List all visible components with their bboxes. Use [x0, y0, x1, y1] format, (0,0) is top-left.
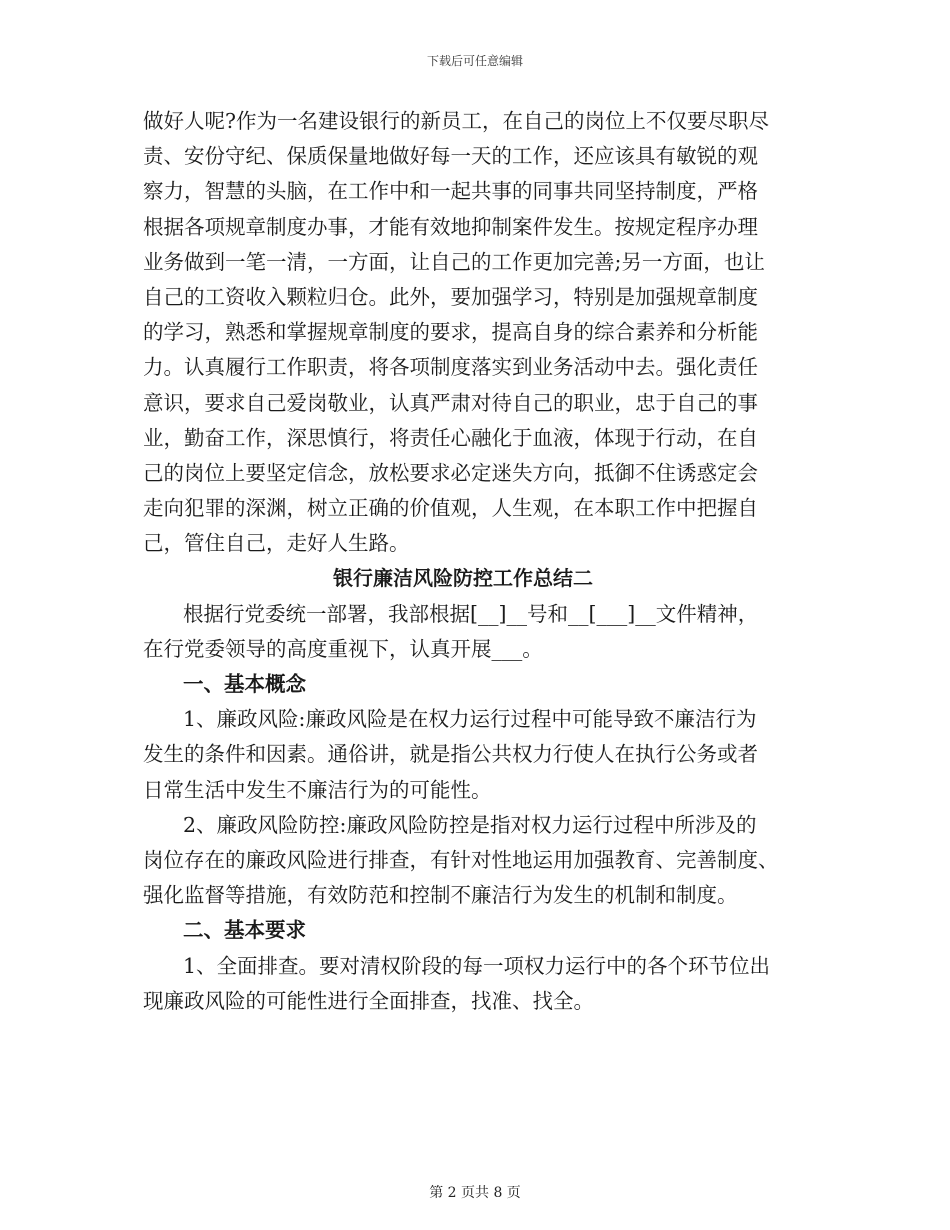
section-title: 银行廉洁风险防控工作总结二 — [333, 566, 593, 591]
body-line: 在行党委领导的高度重视下，认真开展___。 — [143, 636, 543, 661]
body-line: 察力，智慧的头脑，在工作中和一起共事的同事共同坚持制度，严格 — [143, 179, 758, 204]
body-line: 自己的工资收入颗粒归仓。此外，要加强学习，特别是加强规章制度 — [143, 284, 758, 309]
body-line: 强化监督等措施，有效防范和控制不廉洁行为发生的机制和制度。 — [143, 883, 738, 908]
body-line: 1、全面排查。要对清权阶段的每一项权力运行中的各个环节位出 — [183, 953, 771, 978]
body-line: 根据各项规章制度办事，才能有效地抑制案件发生。按规定程序办理 — [143, 214, 758, 239]
body-line: 业务做到一笔一清，一方面，让自己的工作更加完善;另一方面，也让 — [143, 249, 765, 274]
body-line: 2、廉政风险防控:廉政风险防控是指对权力运行过程中所涉及的 — [183, 812, 757, 837]
body-line: 现廉政风险的可能性进行全面排查，找准、找全。 — [143, 988, 594, 1013]
section-heading: 一、基本概念 — [183, 672, 306, 696]
section-heading: 二、基本要求 — [183, 918, 306, 943]
body-line: 1、廉政风险:廉政风险是在权力运行过程中可能导致不廉洁行为 — [183, 707, 757, 732]
body-line: 意识，要求自己爱岗敬业，认真严肃对待自己的职业，忠于自己的事 — [143, 390, 758, 415]
body-line: 己的岗位上要坚定信念，放松要求必定迷失方向，抵御不住诱惑定会 — [143, 460, 758, 485]
body-line: 责、安份守纪、保质保量地做好每一天的工作，还应该具有敏锐的观 — [143, 144, 758, 169]
body-line: 做好人呢?作为一名建设银行的新员工，在自己的岗位上不仅要尽职尽 — [143, 109, 769, 133]
body-line: 己，管住自己，走好人生路。 — [143, 531, 410, 556]
body-line: 岗位存在的廉政风险进行排查，有针对性地运用加强教育、完善制度、 — [143, 847, 779, 872]
body-line: 力。认真履行工作职责，将各项制度落实到业务活动中去。强化责任 — [143, 355, 758, 380]
document-body — [143, 104, 813, 1019]
body-line: 根据行党委统一部署，我部根据[__]__号和__[___]__文件精神， — [183, 601, 759, 626]
body-line: 业，勤奋工作，深思慎行，将责任心融化于血液，体现于行动，在自 — [143, 425, 758, 450]
body-line: 日常生活中发生不廉洁行为的可能性。 — [143, 777, 492, 802]
body-line: 发生的条件和因素。通俗讲，就是指公共权力行使人在执行公务或者 — [143, 742, 758, 767]
page-footer: 第 2 页共 8 页 — [429, 1185, 521, 1201]
body-line: 的学习，熟悉和掌握规章制度的要求，提高自身的综合素养和分析能 — [143, 320, 758, 345]
body-line: 走向犯罪的深渊，树立正确的价值观，人生观，在本职工作中把握自 — [143, 496, 758, 521]
page-header: 下载后可任意编辑 — [426, 54, 523, 68]
